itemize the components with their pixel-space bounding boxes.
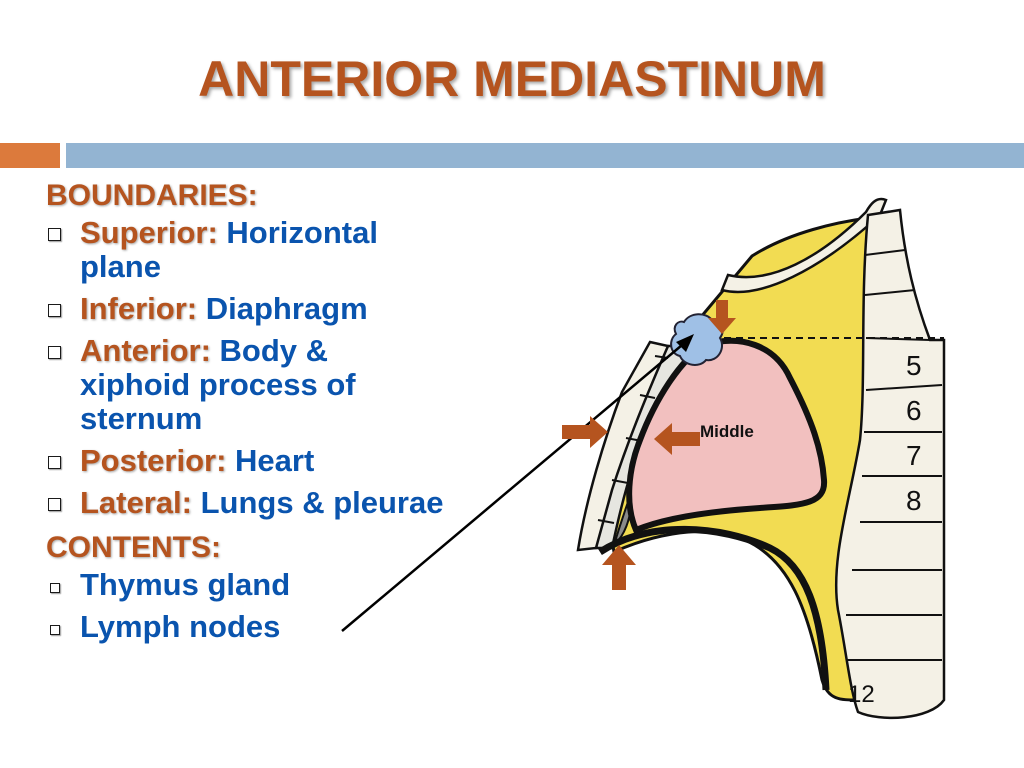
- vertebra-number-12: 12: [848, 681, 875, 708]
- middle-label: Middle: [700, 422, 754, 441]
- arrow-right-icon: [562, 416, 608, 448]
- boundary-value: Horizontal plane: [80, 215, 378, 284]
- slide-title: ANTERIOR MEDIASTINUM: [198, 51, 826, 107]
- vertebra-number-8: 8: [906, 485, 922, 516]
- boundary-label: Lateral:: [80, 485, 192, 520]
- boundary-label: Anterior:: [80, 333, 211, 368]
- vertebra-number-6: 6: [906, 395, 922, 426]
- boundary-value: Lungs & pleurae: [200, 485, 444, 520]
- boundary-value: Diaphragm: [205, 291, 368, 326]
- content-text: Thymus gland: [80, 567, 291, 602]
- boundary-value: Body & xiphoid process of sternum: [80, 333, 356, 436]
- boundary-label: Superior:: [80, 215, 218, 250]
- boundaries-heading: BOUNDARIES:: [46, 179, 258, 212]
- content-text: Lymph nodes: [80, 609, 281, 644]
- boundary-label: Inferior:: [80, 291, 198, 326]
- vertebra-number-7: 7: [906, 440, 922, 471]
- boundary-label: Posterior:: [80, 443, 227, 478]
- boundary-value: Heart: [235, 443, 315, 478]
- vertebra-number-5: 5: [906, 350, 922, 381]
- contents-heading: CONTENTS:: [46, 531, 221, 564]
